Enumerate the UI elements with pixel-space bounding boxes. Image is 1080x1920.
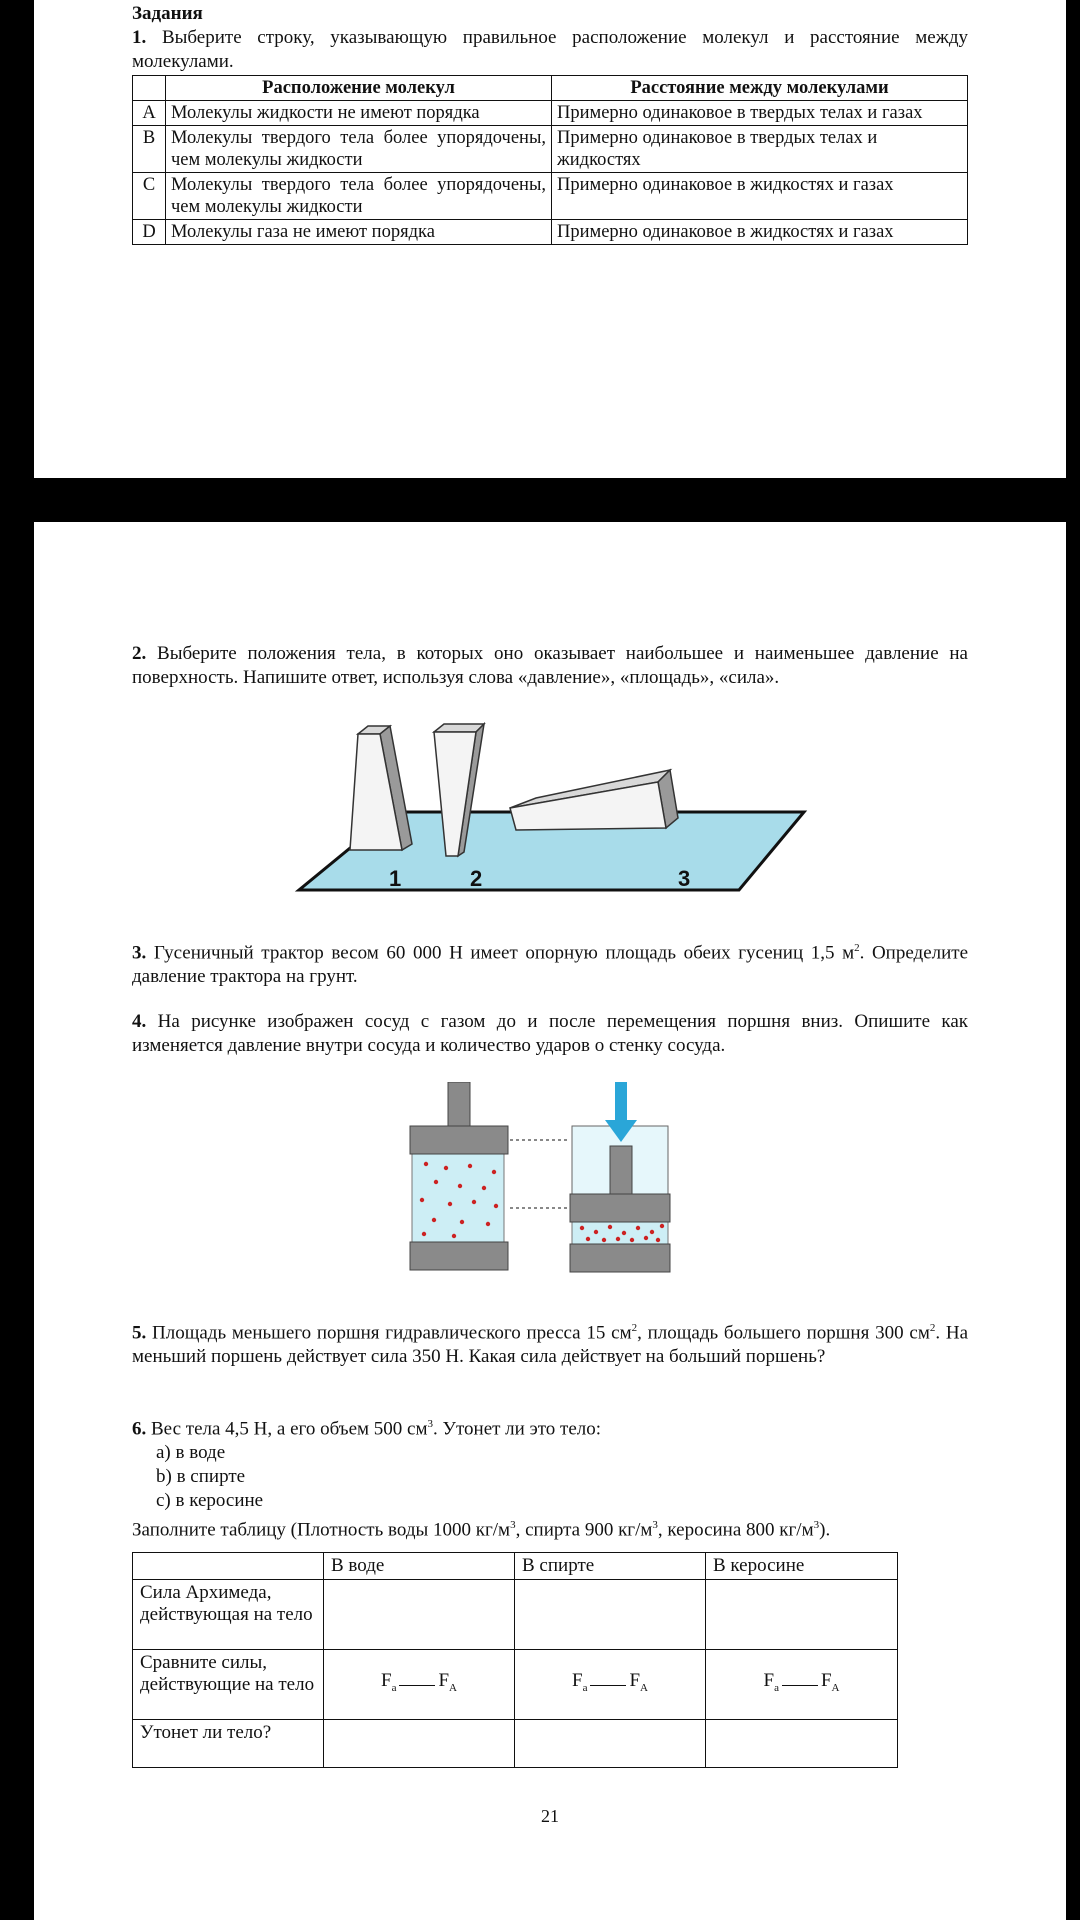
question-3-text: 3. Гусеничный трактор весом 60 000 Н имеет опорную площадь обеих гусениц 1,5 $м^2$. Определите давление трактора на грунт.: [132, 942, 969, 988]
question-1-table: [132, 75, 968, 245]
fill-table-instruction: Заполните таблицу (Плотность воды 1000 $кг/м^3$, спирта 900 $кг/м^3$, керосина 800 $кг/м^3$).: [132, 1519, 831, 1541]
answer-cell[interactable]: [706, 1580, 898, 1650]
compare-cell[interactable]: $F_а$ $F_A$: [515, 1650, 706, 1720]
row-letter: C: [133, 173, 166, 220]
table-header-row: [133, 76, 968, 101]
tasks-heading: Задания: [132, 3, 203, 24]
header-arrangement: Расположение молекул: [166, 76, 552, 101]
row-arrangement: Молекулы газа не имеют порядка: [166, 220, 552, 245]
row-distance: Примерно одинаковое в жидкостях и газах: [552, 220, 968, 245]
table-row: [133, 1580, 898, 1650]
blocks-figure: [294, 722, 814, 902]
label-1: 1: [389, 866, 402, 891]
answer-cell[interactable]: [324, 1580, 515, 1650]
question-1-number: 1.: [132, 27, 147, 48]
table-row: [133, 1650, 898, 1720]
left-piston: [410, 1126, 508, 1154]
left-cylinder-base: [410, 1242, 508, 1270]
row-arrangement: Молекулы твердого тела более упорядочены, чем молекулы жидкости: [166, 173, 552, 220]
header-alcohol: В спирте: [515, 1553, 706, 1580]
row-arrangement: Молекулы жидкости не имеют порядка: [166, 101, 552, 126]
row-letter: B: [133, 126, 166, 173]
answer-cell[interactable]: [324, 1720, 515, 1768]
page-number: 21: [541, 1806, 559, 1826]
row-label-archimedes: Сила Архимеда, действующая на тело: [133, 1580, 324, 1650]
header-distance: Расстояние между молекулами: [552, 76, 968, 101]
row-distance: Примерно одинаковое в твердых телах и газах: [552, 101, 968, 126]
row-distance: Примерно одинаковое в жидкостях и газах: [552, 173, 968, 220]
row-letter: D: [133, 220, 166, 245]
page-1: [34, 0, 1066, 478]
table-row: [133, 220, 968, 245]
question-6-text: 6. Вес тела 4,5 Н, а его объем 500 $см^3$. Утонет ли это тело:: [132, 1418, 602, 1440]
right-piston: [570, 1194, 670, 1222]
label-3: 3: [678, 866, 691, 891]
row-letter: A: [133, 101, 166, 126]
question-6-table: [132, 1552, 898, 1768]
piston-figure: [400, 1082, 720, 1282]
answer-cell[interactable]: [515, 1580, 706, 1650]
row-arrangement: Молекулы твердого тела более упорядочены, чем молекулы жидкости: [166, 126, 552, 173]
row-distance: Примерно одинаковое в твердых телах и жидкостях: [552, 126, 968, 173]
question-5-text: 5. Площадь меньшего поршня гидравлического пресса 15 $см^2$, площадь большего поршня 300 $см^2$. На меньший поршень действует сила 350 Н. Какая сила действует на больший поршень?: [132, 1322, 969, 1368]
right-cylinder-base: [570, 1244, 670, 1272]
arrow-shaft: [615, 1082, 627, 1122]
table-row: [133, 101, 968, 126]
label-2: 2: [470, 866, 483, 891]
list-item: c) в керосине: [156, 1490, 264, 1512]
question-1-text: 1. Выберите строку, указывающую правильное расположение молекул и расстояние между молекулами.: [132, 27, 968, 72]
table-row: [133, 173, 968, 220]
row-label-compare: Сравните силы, действующие на тело: [133, 1650, 324, 1720]
compare-cell[interactable]: $F_а$ $F_A$: [706, 1650, 898, 1720]
list-item: b) в спирте: [156, 1466, 246, 1488]
list-item: a) в воде: [156, 1442, 226, 1464]
compare-cell[interactable]: $F_а$ $F_A$: [324, 1650, 515, 1720]
right-piston-rod: [610, 1146, 632, 1198]
table-header-row: [133, 1553, 898, 1580]
question-4-text: 4. На рисунке изображен сосуд с газом до и после перемещения поршня вниз. Опишите как изменяется давление внутри сосуда и количество ударов о стенку сосуда.: [132, 1011, 969, 1056]
question-6-options: [156, 1441, 968, 1513]
header-kerosene: В керосине: [706, 1553, 898, 1580]
header-water: В воде: [324, 1553, 515, 1580]
table-row: [133, 1720, 898, 1768]
table-row: [133, 126, 968, 173]
page-2: [34, 522, 1066, 1920]
answer-cell[interactable]: [515, 1720, 706, 1768]
row-label-sink: Утонет ли тело?: [133, 1720, 324, 1768]
question-2-text: 2. Выберите положения тела, в которых оно оказывает наибольшее и наименьшее давление на поверхность. Напишите ответ, используя слова «давление», «площадь», «сила».: [132, 643, 968, 688]
answer-cell[interactable]: [706, 1720, 898, 1768]
left-piston-rod: [448, 1082, 470, 1130]
